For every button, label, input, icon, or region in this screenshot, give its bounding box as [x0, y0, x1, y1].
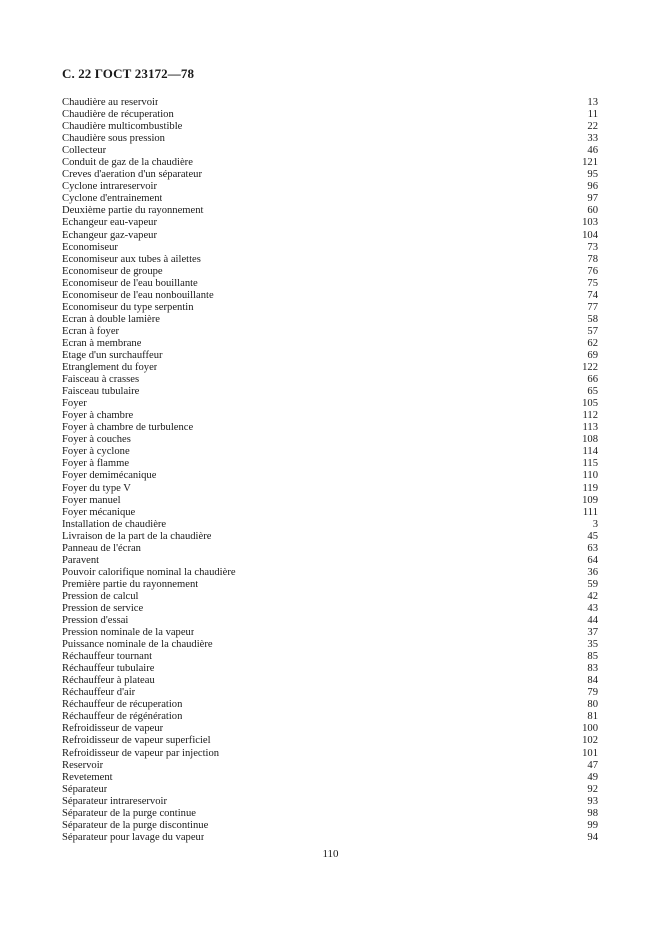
index-entry	[62, 422, 598, 434]
index-page-ref: 81	[587, 711, 598, 723]
index-entry	[62, 531, 598, 543]
index-page-ref: 45	[587, 530, 598, 542]
index-term: Refroidisseur de vapeur superficiel	[62, 735, 211, 747]
index-term: Revetement	[62, 771, 113, 783]
index-entry	[62, 205, 598, 217]
index-page-ref: 84	[587, 675, 598, 687]
index-term: Chaudière sous pression	[62, 133, 165, 145]
index-term: Première partie du rayonnement	[62, 578, 199, 590]
index-page-ref: 76	[587, 265, 598, 277]
index-page-ref: 65	[587, 386, 598, 398]
index-term: Pression d'essai	[62, 615, 129, 627]
index-page-ref: 92	[587, 783, 598, 795]
index-term: Foyer manuel	[62, 494, 121, 506]
index-entry	[62, 338, 598, 350]
index-entry	[62, 278, 598, 290]
index-term: Réchauffeur tournant	[62, 651, 153, 663]
index-page-ref: 83	[587, 663, 598, 675]
index-entry	[62, 519, 598, 531]
index-term: Réchauffeur de récuperation	[62, 699, 183, 711]
index-term: Foyer à chambre de turbulence	[62, 422, 194, 434]
index-entry	[62, 495, 598, 507]
index-entry	[62, 772, 598, 784]
index-term: Foyer demimécanique	[62, 470, 157, 482]
index-term: Refroidisseur de vapeur	[62, 723, 164, 735]
index-list	[62, 97, 598, 844]
index-term: Pression nominale de la vapeur	[62, 627, 195, 639]
index-entry	[62, 567, 598, 579]
index-term: Pression de service	[62, 602, 144, 614]
index-term: Etranglement du foyer	[62, 362, 158, 374]
index-page-ref: 63	[587, 542, 598, 554]
index-term: Puissance nominale de la chaudière	[62, 639, 213, 651]
index-page-ref: 93	[587, 795, 598, 807]
index-page-ref: 95	[587, 169, 598, 181]
index-term: Economiseur de l'eau bouillante	[62, 277, 198, 289]
index-page-ref: 99	[587, 819, 598, 831]
index-term: Panneau de l'écran	[62, 542, 141, 554]
index-term: Chaudière multicombustible	[62, 121, 183, 133]
index-term: Séparateur de la purge discontinue	[62, 819, 209, 831]
index-entry	[62, 109, 598, 121]
index-term: Paravent	[62, 554, 100, 566]
index-entry	[62, 615, 598, 627]
index-entry	[62, 133, 598, 145]
index-term: Réchauffeur à plateau	[62, 675, 155, 687]
index-term: Ecran à double lamière	[62, 313, 160, 325]
index-entry	[62, 651, 598, 663]
index-page-ref: 74	[587, 289, 598, 301]
index-entry	[62, 350, 598, 362]
index-entry	[62, 254, 598, 266]
index-page-ref: 122	[582, 362, 598, 374]
index-page-ref: 69	[587, 349, 598, 361]
index-page-ref: 111	[582, 506, 598, 518]
index-entry	[62, 242, 598, 254]
index-term: Foyer mécanique	[62, 506, 136, 518]
index-page-ref: 66	[587, 374, 598, 386]
index-page-ref: 59	[587, 578, 598, 590]
index-term: Cyclone intrareservoir	[62, 181, 158, 193]
index-page-ref: 110	[582, 470, 598, 482]
index-page-ref: 49	[587, 771, 598, 783]
index-entry	[62, 832, 598, 844]
index-entry	[62, 193, 598, 205]
index-page-ref: 100	[582, 723, 598, 735]
index-page-ref: 108	[582, 434, 598, 446]
index-entry	[62, 627, 598, 639]
index-page-ref: 37	[587, 627, 598, 639]
index-entry	[62, 760, 598, 772]
index-term: Chaudière au reservoir	[62, 97, 159, 108]
index-term: Foyer à chambre	[62, 410, 134, 422]
index-term: Pression de calcul	[62, 590, 139, 602]
index-entry	[62, 820, 598, 832]
index-page-ref: 112	[582, 410, 598, 422]
index-term: Economiseur de l'eau nonbouillante	[62, 289, 214, 301]
index-entry	[62, 470, 598, 482]
index-entry	[62, 663, 598, 675]
index-page-ref: 42	[587, 590, 598, 602]
index-entry	[62, 784, 598, 796]
index-page-ref: 98	[587, 807, 598, 819]
index-entry	[62, 121, 598, 133]
index-term: Foyer	[62, 398, 87, 410]
index-page-ref: 119	[582, 482, 598, 494]
index-entry	[62, 97, 598, 109]
index-entry	[62, 687, 598, 699]
index-page-ref: 35	[587, 639, 598, 651]
index-entry	[62, 290, 598, 302]
index-entry	[62, 446, 598, 458]
index-entry	[62, 386, 598, 398]
index-entry	[62, 639, 598, 651]
index-term: Ecran à foyer	[62, 325, 120, 337]
index-term: Economiseur aux tubes à ailettes	[62, 253, 201, 265]
index-entry	[62, 314, 598, 326]
index-entry	[62, 723, 598, 735]
index-entry	[62, 458, 598, 470]
index-page-ref: 62	[587, 337, 598, 349]
index-entry	[62, 507, 598, 519]
index-term: Faisceau tubulaire	[62, 386, 140, 398]
index-entry	[62, 410, 598, 422]
index-term: Creves d'aeration d'un séparateur	[62, 169, 203, 181]
index-entry	[62, 675, 598, 687]
index-page-ref: 85	[587, 651, 598, 663]
index-entry	[62, 483, 598, 495]
index-term: Séparateur intrareservoir	[62, 795, 168, 807]
index-term: Livraison de la part de la chaudière	[62, 530, 212, 542]
page-number: 110	[322, 848, 339, 860]
index-page-ref: 96	[587, 181, 598, 193]
index-entry	[62, 591, 598, 603]
index-page-ref: 47	[587, 759, 598, 771]
index-entry	[62, 603, 598, 615]
index-entry	[62, 145, 598, 157]
index-term: Foyer à cyclone	[62, 446, 130, 458]
index-term: Foyer à couches	[62, 434, 131, 446]
index-term: Conduit de gaz de la chaudière	[62, 157, 193, 169]
index-term: Economiseur du type serpentin	[62, 301, 194, 313]
index-term: Collecteur	[62, 145, 107, 157]
index-page-ref: 46	[587, 145, 598, 157]
index-page-ref: 36	[587, 566, 598, 578]
index-page-ref: 11	[587, 109, 598, 121]
index-term: Etage d'un surchauffeur	[62, 349, 163, 361]
index-page-ref: 57	[587, 325, 598, 337]
index-term: Echangeur eau-vapeur	[62, 217, 157, 229]
index-entry	[62, 230, 598, 242]
index-page-ref: 58	[587, 313, 598, 325]
index-entry	[62, 808, 598, 820]
index-page-ref: 75	[587, 277, 598, 289]
page-header: С. 22 ГОСТ 23172—78	[62, 66, 195, 81]
index-term: Pouvoir calorifique nominal la chaudière	[62, 566, 236, 578]
index-term: Foyer à flamme	[62, 458, 130, 470]
index-page-ref: 44	[587, 615, 598, 627]
index-term: Réchauffeur d'air	[62, 687, 136, 699]
index-term: Installation de chaudière	[62, 518, 167, 530]
index-page-ref: 43	[587, 602, 598, 614]
index-entry	[62, 711, 598, 723]
index-page-ref: 94	[587, 831, 598, 843]
index-page-ref: 101	[582, 747, 598, 759]
index-term: Economiseur	[62, 241, 118, 253]
index-term: Réchauffeur tubulaire	[62, 663, 155, 675]
index-entry	[62, 735, 598, 747]
index-page-ref: 121	[582, 157, 598, 169]
index-term: Reservoir	[62, 759, 104, 771]
index-page-ref: 78	[587, 253, 598, 265]
index-entry	[62, 543, 598, 555]
index-entry	[62, 302, 598, 314]
index-term: Séparateur de la purge continue	[62, 807, 196, 819]
index-term: Séparateur	[62, 783, 108, 795]
index-entry	[62, 181, 598, 193]
index-entry	[62, 434, 598, 446]
index-page-ref: 79	[587, 687, 598, 699]
index-page-ref: 97	[587, 193, 598, 205]
index-entry	[62, 398, 598, 410]
index-entry	[62, 157, 598, 169]
index-term: Réchauffeur de régénération	[62, 711, 183, 723]
index-entry	[62, 579, 598, 591]
index-page-ref: 33	[587, 133, 598, 145]
index-page-ref: 77	[587, 301, 598, 313]
index-page-ref: 22	[587, 121, 598, 133]
index-page-ref: 109	[582, 494, 598, 506]
index-page-ref: 3	[592, 518, 598, 530]
index-entry	[62, 266, 598, 278]
index-page-ref: 73	[587, 241, 598, 253]
index-page-ref: 13	[587, 97, 598, 108]
index-entry	[62, 217, 598, 229]
index-entry	[62, 699, 598, 711]
index-entry	[62, 326, 598, 338]
index-page-ref: 114	[582, 446, 598, 458]
index-entry	[62, 169, 598, 181]
index-page-ref: 64	[587, 554, 598, 566]
index-page-ref: 102	[582, 735, 598, 747]
index-page-ref: 104	[582, 229, 598, 241]
index-entry	[62, 374, 598, 386]
index-term: Echangeur gaz-vapeur	[62, 229, 157, 241]
index-page-ref: 103	[582, 217, 598, 229]
index-term: Refroidisseur de vapeur par injection	[62, 747, 220, 759]
index-entry	[62, 362, 598, 374]
index-term: Economiseur de groupe	[62, 265, 163, 277]
index-entry	[62, 555, 598, 567]
index-term: Séparateur pour lavage du vapeur	[62, 831, 205, 843]
index-entry	[62, 748, 598, 760]
index-page-ref: 80	[587, 699, 598, 711]
index-term: Faisceau à crasses	[62, 374, 140, 386]
index-page-ref: 105	[582, 398, 598, 410]
index-entry	[62, 796, 598, 808]
index-term: Deuxième partie du rayonnement	[62, 205, 204, 217]
index-page-ref: 115	[582, 458, 598, 470]
index-term: Foyer du type V	[62, 482, 131, 494]
index-term: Cyclone d'entrainement	[62, 193, 163, 205]
index-term: Ecran à membrane	[62, 337, 142, 349]
index-term: Chaudière de récuperation	[62, 109, 174, 121]
index-page-ref: 60	[587, 205, 598, 217]
index-page-ref: 113	[582, 422, 598, 434]
